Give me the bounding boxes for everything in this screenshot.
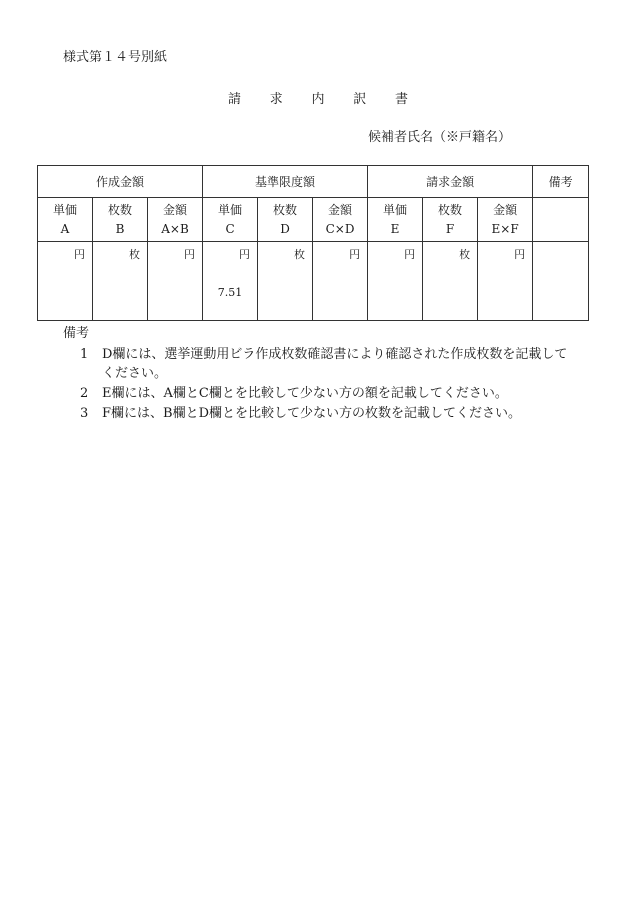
column-header — [148, 198, 203, 242]
column-label: 単価 — [383, 202, 408, 217]
column-header — [313, 198, 368, 242]
unit-price-c-cell[interactable] — [203, 242, 258, 321]
amount-ab-cell[interactable] — [148, 242, 203, 321]
breakdown-table — [37, 165, 589, 321]
column-code: D — [280, 221, 290, 236]
column-header — [38, 198, 93, 242]
unit-price-c-value: 7.51 — [217, 286, 243, 299]
unit-label: 円 — [349, 248, 361, 261]
group-header-row — [38, 166, 589, 198]
column-label: 単価 — [218, 202, 243, 217]
amount-ef-cell[interactable] — [478, 242, 533, 321]
note-text: F欄には、B欄とD欄とを比較して少ない方の枚数を記載してください。 — [102, 406, 521, 421]
entry-row — [38, 242, 589, 321]
column-code: A×B — [161, 221, 189, 236]
title-char: 訳 — [353, 92, 367, 107]
title-char: 請 — [228, 92, 242, 107]
column-label: 枚数 — [107, 202, 132, 217]
column-code: A — [60, 221, 70, 236]
column-label: 枚数 — [273, 202, 298, 217]
column-label: 枚数 — [438, 202, 463, 217]
remarks-cell[interactable] — [533, 242, 589, 321]
unit-price-a-cell[interactable] — [38, 242, 93, 321]
column-header — [203, 198, 258, 242]
unit-label: 枚 — [294, 248, 306, 261]
note-item — [80, 404, 580, 423]
column-header — [368, 198, 423, 242]
column-header — [478, 198, 533, 242]
document-title — [228, 88, 408, 107]
note-item — [80, 345, 580, 383]
column-header — [258, 198, 313, 242]
column-header-row — [38, 198, 589, 242]
candidate-name-label: 候補者氏名（※戸籍名） — [368, 130, 512, 145]
note-text: E欄には、A欄とC欄とを比較して少ない方の額を記載してください。 — [102, 386, 508, 401]
remarks-header: 備考 — [533, 166, 589, 198]
column-code: C×D — [325, 221, 355, 236]
column-code: E — [390, 221, 400, 236]
production-amount-header: 作成金額 — [38, 166, 203, 198]
column-header — [423, 198, 478, 242]
column-label: 単価 — [52, 202, 77, 217]
title-char: 書 — [394, 92, 408, 107]
quantity-b-cell[interactable] — [93, 242, 148, 321]
note-number: 3 — [80, 406, 89, 421]
title-char: 求 — [269, 92, 283, 107]
unit-label: 円 — [239, 248, 251, 261]
notes-list — [80, 345, 580, 424]
column-label: 金額 — [493, 202, 518, 217]
unit-label: 枚 — [459, 248, 471, 261]
unit-label: 枚 — [129, 248, 140, 261]
column-header — [93, 198, 148, 242]
form-number: 様式第１４号別紙 — [63, 50, 168, 65]
unit-label: 円 — [74, 248, 85, 261]
unit-label: 円 — [514, 248, 526, 261]
column-code: E×F — [491, 221, 519, 236]
note-number: 2 — [80, 386, 89, 401]
note-number: 1 — [80, 347, 89, 362]
column-label: 金額 — [328, 202, 353, 217]
column-code: C — [225, 221, 235, 236]
note-item — [80, 384, 580, 403]
quantity-f-cell[interactable] — [423, 242, 478, 321]
title-char: 内 — [311, 92, 325, 107]
note-text: D欄には、選挙運動用ビラ作成枚数確認書により確認された作成枚数を記載してください。 — [102, 347, 568, 381]
quantity-d-cell[interactable] — [258, 242, 313, 321]
column-code: B — [115, 221, 125, 236]
unit-label: 円 — [404, 248, 416, 261]
column-label: 金額 — [163, 202, 188, 217]
remarks-column-header — [533, 198, 589, 242]
claim-amount-header: 請求金額 — [368, 166, 533, 198]
notes-heading: 備考 — [63, 326, 90, 341]
standard-limit-header: 基準限度額 — [203, 166, 368, 198]
amount-cd-cell[interactable] — [313, 242, 368, 321]
column-code: F — [445, 221, 455, 236]
unit-label: 円 — [184, 248, 196, 261]
unit-price-e-cell[interactable] — [368, 242, 423, 321]
